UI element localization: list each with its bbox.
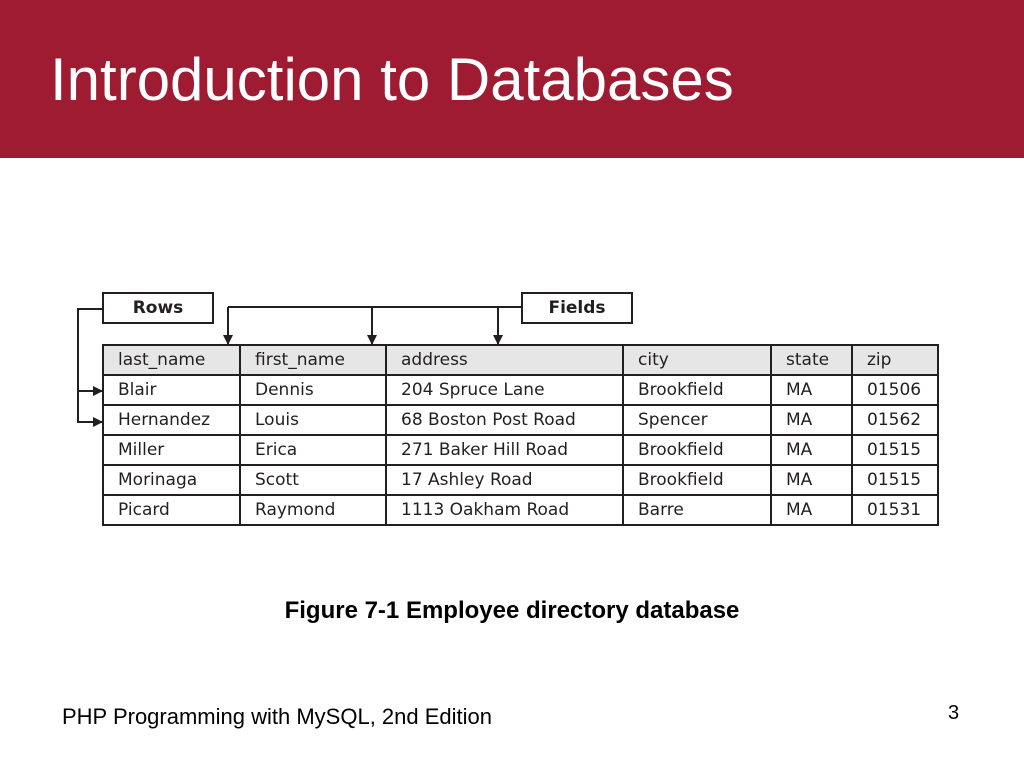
table-row [103, 405, 938, 435]
table-cell: Hernandez [103, 405, 240, 435]
table-cell: MA [771, 495, 852, 525]
table-row [103, 435, 938, 465]
table-cell: 17 Ashley Road [386, 465, 623, 495]
column-header: last_name [103, 345, 240, 375]
table-cell: Erica [240, 435, 386, 465]
table-cell: Picard [103, 495, 240, 525]
table-cell: 271 Baker Hill Road [386, 435, 623, 465]
table-cell: Spencer [623, 405, 771, 435]
column-header: zip [852, 345, 938, 375]
table-cell: Raymond [240, 495, 386, 525]
fields-callout: Fields [521, 292, 633, 324]
table-cell: 204 Spruce Lane [386, 375, 623, 405]
table-cell: 01531 [852, 495, 938, 525]
table-cell: Miller [103, 435, 240, 465]
table-header-row [103, 345, 938, 375]
table-row [103, 375, 938, 405]
table-cell: 68 Boston Post Road [386, 405, 623, 435]
table-cell: Morinaga [103, 465, 240, 495]
rows-callout: Rows [102, 292, 214, 324]
table-row [103, 495, 938, 525]
table-cell: Louis [240, 405, 386, 435]
table-cell: MA [771, 405, 852, 435]
table-cell: Blair [103, 375, 240, 405]
table-cell: MA [771, 435, 852, 465]
rows-arrow-2 [78, 391, 102, 422]
employee-table [102, 344, 939, 526]
table-cell: 01506 [852, 375, 938, 405]
table-cell: 1113 Oakham Road [386, 495, 623, 525]
table-cell: Dennis [240, 375, 386, 405]
table-cell: Brookfield [623, 435, 771, 465]
figure-caption: Figure 7-1 Employee directory database [284, 597, 740, 624]
table-cell: MA [771, 375, 852, 405]
table-cell: Brookfield [623, 375, 771, 405]
column-header: city [623, 345, 771, 375]
table-cell: 01562 [852, 405, 938, 435]
footer-text: PHP Programming with MySQL, 2nd Edition [62, 704, 492, 729]
table-cell: 01515 [852, 435, 938, 465]
column-header: state [771, 345, 852, 375]
table-cell: MA [771, 465, 852, 495]
table-cell: 01515 [852, 465, 938, 495]
column-header: address [386, 345, 623, 375]
column-header: first_name [240, 345, 386, 375]
slide-title: Introduction to Databases [50, 46, 734, 113]
table-cell: Barre [623, 495, 771, 525]
table-cell: Brookfield [623, 465, 771, 495]
rows-arrow-1 [78, 309, 102, 391]
page-number: 3 [948, 702, 960, 724]
table-row [103, 465, 938, 495]
table-cell: Scott [240, 465, 386, 495]
